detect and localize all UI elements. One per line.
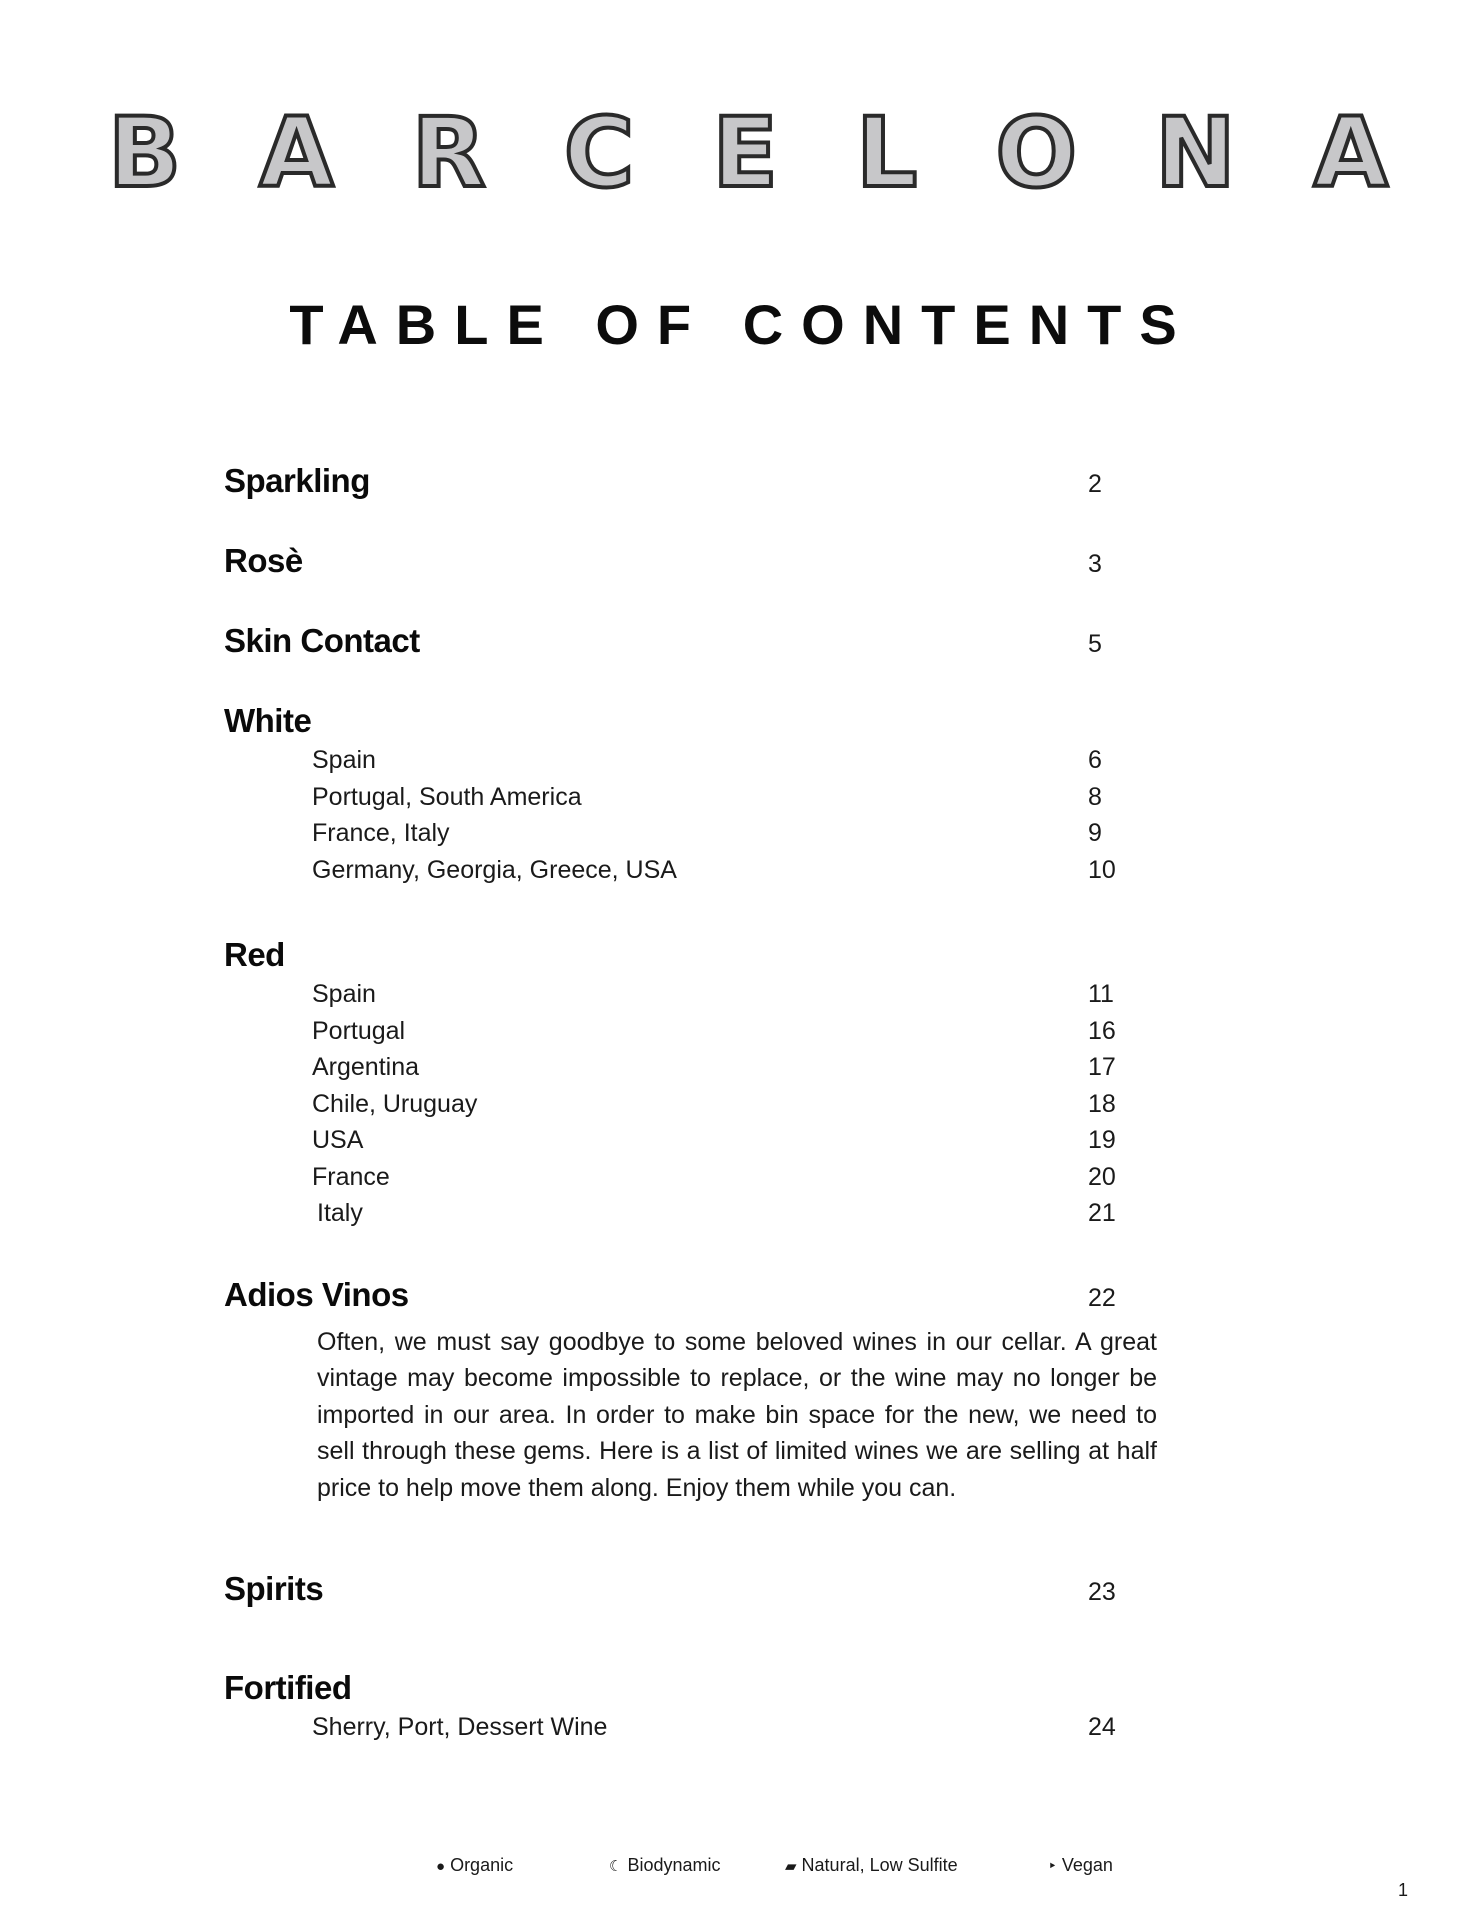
page-number: 1 bbox=[1398, 1880, 1409, 1900]
logo-letter: O bbox=[995, 97, 1078, 209]
legend-label: Vegan bbox=[1061, 1855, 1113, 1875]
legend-item bbox=[785, 1855, 958, 1876]
toc-entry-label: Spain bbox=[312, 980, 376, 1008]
toc-entry-page-number: 9 bbox=[1088, 819, 1102, 847]
section-heading: White bbox=[224, 702, 312, 739]
toc-entry[interactable] bbox=[224, 1199, 1170, 1236]
legend-item bbox=[1048, 1855, 1113, 1876]
moon-icon: ☾ bbox=[609, 1858, 623, 1875]
toc-entry[interactable] bbox=[224, 1090, 1170, 1127]
toc-section bbox=[224, 462, 1170, 506]
toc-entry-label: Italy bbox=[317, 1199, 363, 1227]
toc-entry-label: France bbox=[312, 1162, 390, 1191]
toc-entry-page-number: 21 bbox=[1088, 1199, 1116, 1227]
toc-entry-page-number: 24 bbox=[1088, 1713, 1116, 1741]
section-heading: Fortified bbox=[224, 1669, 352, 1706]
leaf-icon: ▰ bbox=[785, 1858, 797, 1875]
logo-letter: A bbox=[1313, 97, 1388, 209]
toc-entry-page-number: 10 bbox=[1088, 855, 1116, 884]
toc-entry-page-number: 17 bbox=[1088, 1053, 1116, 1081]
toc-entry[interactable] bbox=[224, 1713, 1170, 1750]
section-description: Often, we must say goodbye to some beloved wines in our cellar. A great vintage may become impossible to replace, or the wine may no longer be imported in our area. In order to make bin space for the new, we need to sell through these gems. Here is a list of limited wines we are selling at half price to help move them along. Enjoy them while you can. bbox=[317, 1327, 1157, 1502]
logo-letter: E bbox=[712, 97, 778, 209]
logo-letter: N bbox=[1155, 97, 1236, 209]
legend-label: Organic bbox=[450, 1855, 514, 1875]
logo-letter: L bbox=[856, 97, 918, 209]
logo-letter: C bbox=[563, 97, 635, 209]
legend-label: Biodynamic bbox=[627, 1855, 721, 1875]
section-heading: Sparkling bbox=[224, 462, 370, 499]
toc-entry-label: Portugal bbox=[312, 1016, 406, 1045]
toc-entry-label: Sherry, Port, Dessert Wine bbox=[312, 1713, 608, 1741]
toc-entry-page-number: 8 bbox=[1088, 782, 1102, 811]
toc-entry[interactable] bbox=[224, 1126, 1170, 1163]
barcelona-logo bbox=[108, 97, 1388, 209]
toc-entry[interactable] bbox=[224, 746, 1170, 783]
section-heading: Skin Contact bbox=[224, 622, 420, 659]
legend-item bbox=[436, 1855, 513, 1876]
toc-heading-row[interactable] bbox=[224, 462, 1170, 506]
toc-entry-label: Chile, Uruguay bbox=[312, 1089, 478, 1118]
dot-icon: ● bbox=[436, 1858, 446, 1875]
toc-heading-row[interactable] bbox=[224, 622, 1170, 666]
pointer-icon: ‣ bbox=[1048, 1858, 1057, 1875]
toc-entry-label: France, Italy bbox=[312, 819, 450, 847]
toc-heading-row[interactable] bbox=[224, 1669, 1170, 1713]
toc-entry[interactable] bbox=[224, 1163, 1170, 1200]
logo-letter: B bbox=[108, 97, 182, 209]
toc-section bbox=[224, 1276, 1170, 1507]
toc-entry[interactable] bbox=[224, 856, 1170, 893]
toc-entry-page-number: 18 bbox=[1088, 1089, 1116, 1118]
logo-letter: A bbox=[259, 97, 334, 209]
legend-item bbox=[609, 1855, 721, 1876]
toc-entry-page-number: 6 bbox=[1088, 746, 1102, 774]
toc-entry[interactable] bbox=[224, 1017, 1170, 1054]
toc-section bbox=[224, 1669, 1170, 1750]
section-heading: Adios Vinos bbox=[224, 1275, 409, 1313]
legend-label: Natural, Low Sulfite bbox=[801, 1855, 958, 1875]
toc-entry-label: Spain bbox=[312, 746, 376, 774]
toc-heading-row[interactable] bbox=[224, 1570, 1170, 1614]
toc-section bbox=[224, 622, 1170, 666]
section-heading: Rosè bbox=[224, 542, 303, 579]
toc-heading-row[interactable] bbox=[224, 1276, 1170, 1320]
section-page-number: 2 bbox=[1088, 470, 1102, 498]
toc-entry-label: Argentina bbox=[312, 1053, 420, 1081]
toc-entry-label: Portugal, South America bbox=[312, 782, 582, 811]
logo-letter: R bbox=[411, 97, 486, 209]
toc-heading-row[interactable] bbox=[224, 542, 1170, 586]
section-heading: Red bbox=[224, 936, 285, 973]
toc-entry[interactable] bbox=[224, 819, 1170, 856]
toc-entry-page-number: 19 bbox=[1088, 1126, 1116, 1154]
toc-entry[interactable] bbox=[224, 783, 1170, 820]
section-page-number: 22 bbox=[1088, 1283, 1116, 1312]
toc-entry-page-number: 11 bbox=[1088, 980, 1114, 1008]
section-page-number: 5 bbox=[1088, 630, 1102, 658]
toc-entry-page-number: 16 bbox=[1088, 1016, 1116, 1045]
table-of-contents bbox=[224, 462, 1170, 1750]
section-page-number: 23 bbox=[1088, 1578, 1116, 1606]
section-page-number: 3 bbox=[1088, 550, 1102, 578]
section-heading: Spirits bbox=[224, 1570, 324, 1607]
toc-entry[interactable] bbox=[224, 980, 1170, 1017]
toc-section bbox=[224, 1570, 1170, 1614]
toc-section bbox=[224, 702, 1170, 892]
toc-entry[interactable] bbox=[224, 1053, 1170, 1090]
toc-heading-row[interactable] bbox=[224, 702, 1170, 746]
legend bbox=[0, 1855, 1484, 1885]
toc-entry-label: USA bbox=[312, 1126, 364, 1154]
toc-section bbox=[224, 542, 1170, 586]
page-title: TABLE OF CONTENTS bbox=[289, 293, 1195, 356]
toc-section bbox=[224, 936, 1170, 1236]
toc-entry-label: Germany, Georgia, Greece, USA bbox=[312, 855, 677, 884]
toc-entry-page-number: 20 bbox=[1088, 1162, 1116, 1191]
toc-heading-row[interactable] bbox=[224, 936, 1170, 980]
